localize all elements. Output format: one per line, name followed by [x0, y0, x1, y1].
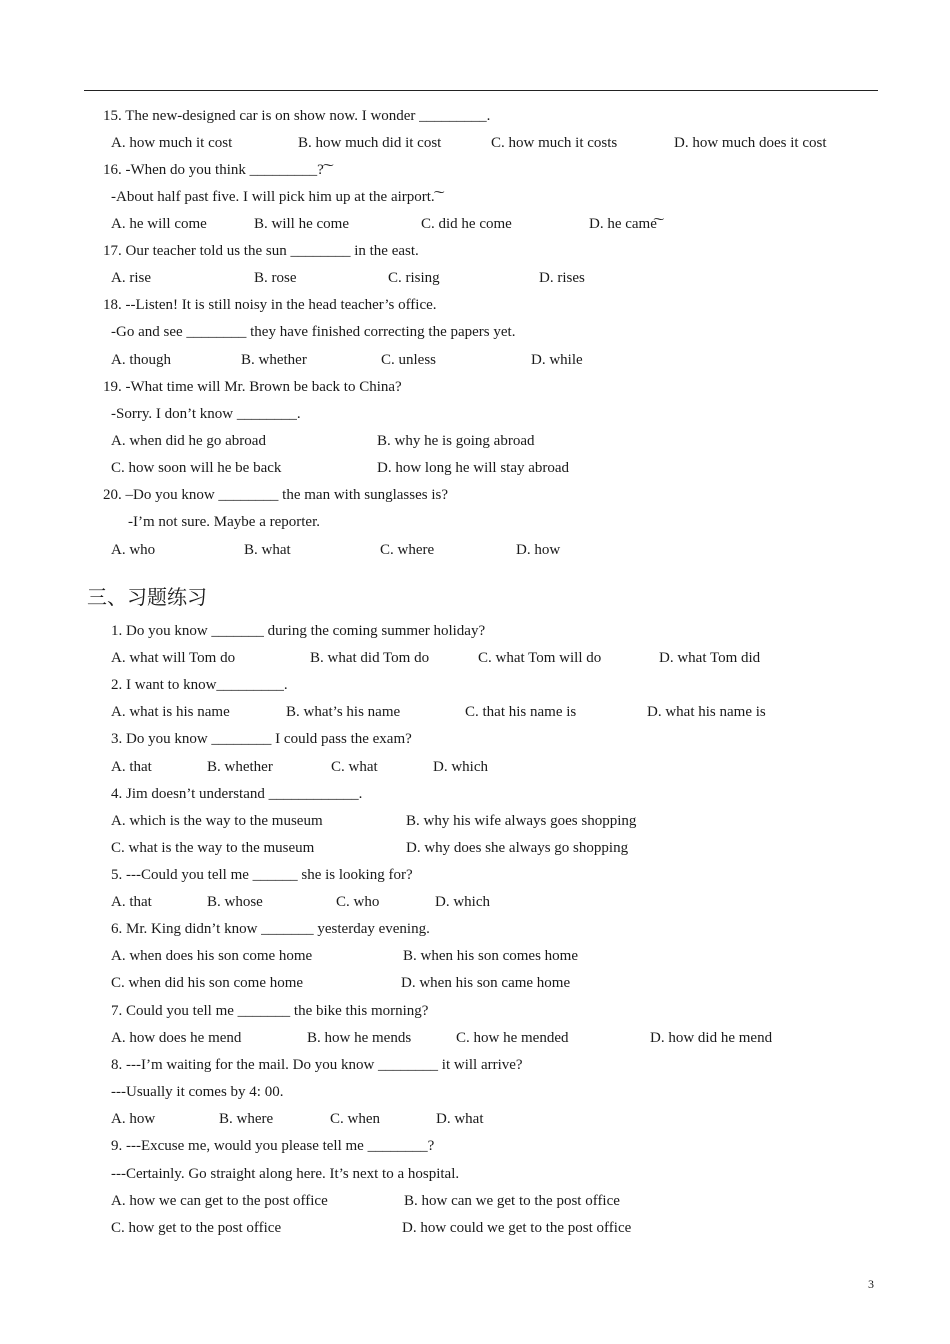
question-19-option-b: B. why he is going abroad: [377, 433, 535, 449]
header-rule: [84, 90, 878, 91]
exercise-4-stem: 4. Jim doesn’t understand ____________.: [111, 786, 363, 802]
exercise-5-option-c: C. who: [336, 894, 380, 910]
exercise-3-option-d: D. which: [433, 759, 488, 775]
question-20-option-b: B. what: [244, 542, 291, 558]
exercise-1-stem: 1. Do you know _______ during the coming summer holiday?: [111, 623, 486, 639]
page-number: 3: [868, 1277, 874, 1291]
exercise-1-option-b: B. what did Tom do: [310, 650, 430, 666]
exercise-2-option-c: C. that his name is: [465, 704, 577, 720]
question-18-option-d: D. while: [531, 352, 583, 368]
exercise-6-option-b: B. when his son comes home: [403, 948, 578, 964]
question-17-option-d: D. rises: [539, 270, 585, 286]
question-19-option-d: D. how long he will stay abroad: [377, 460, 570, 476]
question-15-option-a: A. how much it cost: [111, 135, 233, 151]
exercise-2-option-d: D. what his name is: [647, 704, 766, 720]
exercise-6-stem: 6. Mr. King didn’t know _______ yesterday evening.: [111, 921, 430, 937]
question-18-reply: -Go and see ________ they have finished correcting the papers yet.: [111, 324, 516, 340]
exercise-3-option-a: A. that: [111, 759, 152, 775]
question-19-reply: -Sorry. I don’t know ________.: [111, 406, 301, 422]
exercise-4-option-b: B. why his wife always goes shopping: [406, 813, 637, 829]
exercise-5-option-a: A. that: [111, 894, 152, 910]
question-17-option-a: A. rise: [111, 270, 151, 286]
exercise-7-option-a: A. how does he mend: [111, 1030, 242, 1046]
question-18-option-a: A. though: [111, 352, 171, 368]
exercise-7-stem: 7. Could you tell me _______ the bike this morning?: [111, 1003, 429, 1019]
exercise-1-option-a: A. what will Tom do: [111, 650, 236, 666]
question-16-reply: -About half past five. I will pick him up at the airport.͠: [111, 189, 435, 205]
question-19-stem: 19. -What time will Mr. Brown be back to China?: [103, 379, 402, 395]
exercise-8-option-c: C. when: [330, 1111, 380, 1127]
exercise-5-option-b: B. whose: [207, 894, 263, 910]
exercise-1-option-d: D. what Tom did: [659, 650, 761, 666]
question-17-stem: 17. Our teacher told us the sun ________ in the east.: [103, 243, 419, 259]
question-20-option-d: D. how: [516, 542, 561, 558]
exercise-3-option-c: C. what: [331, 759, 378, 775]
question-18-option-c: C. unless: [381, 352, 437, 368]
question-15-option-b: B. how much did it cost: [298, 135, 442, 151]
exercise-5-option-d: D. which: [435, 894, 490, 910]
exercise-7-option-b: B. how he mends: [307, 1030, 412, 1046]
question-19-option-c: C. how soon will he be back: [111, 460, 282, 476]
exercise-9-option-b: B. how can we get to the post office: [404, 1193, 620, 1209]
exercise-9-option-a: A. how we can get to the post office: [111, 1193, 328, 1209]
question-16-option-a: A. he will come: [111, 216, 207, 232]
exercise-8-stem: 8. ---I’m waiting for the mail. Do you know ________ it will arrive?: [111, 1057, 523, 1073]
exercise-9-option-d: D. how could we get to the post office: [402, 1220, 632, 1236]
question-15-option-d: D. how much does it cost: [674, 135, 827, 151]
question-15-stem: 15. The new-designed car is on show now. I wonder _________.: [103, 108, 491, 124]
exercise-8-option-a: A. how: [111, 1111, 156, 1127]
question-20-option-a: A. who: [111, 542, 156, 558]
question-16-option-d: D. he came͠: [589, 216, 657, 232]
exercise-2-stem: 2. I want to know_________.: [111, 677, 288, 693]
exercise-7-option-d: D. how did he mend: [650, 1030, 773, 1046]
exercise-9-option-c: C. how get to the post office: [111, 1220, 282, 1236]
exercise-3-stem: 3. Do you know ________ I could pass the exam?: [111, 731, 412, 747]
exercise-4-option-c: C. what is the way to the museum: [111, 840, 315, 856]
question-17-option-b: B. rose: [254, 270, 297, 286]
question-18-stem: 18. --Listen! It is still noisy in the head teacher’s office.: [103, 297, 437, 313]
exercise-2-option-a: A. what is his name: [111, 704, 230, 720]
question-18-option-b: B. whether: [241, 352, 307, 368]
exercise-4-option-a: A. which is the way to the museum: [111, 813, 323, 829]
section-heading: 三、习题练习: [87, 585, 207, 609]
exercise-9-reply: ---Certainly. Go straight along here. It’s next to a hospital.: [111, 1166, 460, 1182]
exercise-1-option-c: C. what Tom will do: [478, 650, 602, 666]
exercise-6-option-a: A. when does his son come home: [111, 948, 313, 964]
question-16-option-b: B. will he come: [254, 216, 349, 232]
question-17-option-c: C. rising: [388, 270, 440, 286]
exercise-2-option-b: B. what’s his name: [286, 704, 401, 720]
exercise-8-option-b: B. where: [219, 1111, 274, 1127]
question-19-option-a: A. when did he go abroad: [111, 433, 266, 449]
question-20-option-c: C. where: [380, 542, 435, 558]
exercise-8-option-d: D. what: [436, 1111, 484, 1127]
exercise-6-option-c: C. when did his son come home: [111, 975, 304, 991]
exercise-3-option-b: B. whether: [207, 759, 273, 775]
exercise-4-option-d: D. why does she always go shopping: [406, 840, 629, 856]
exercise-6-option-d: D. when his son came home: [401, 975, 571, 991]
question-15-option-c: C. how much it costs: [491, 135, 618, 151]
exercise-5-stem: 5. ---Could you tell me ______ she is looking for?: [111, 867, 413, 883]
question-16-option-c: C. did he come: [421, 216, 512, 232]
question-20-stem: 20. –Do you know ________ the man with sunglasses is?: [103, 487, 448, 503]
question-20-reply: -I’m not sure. Maybe a reporter.: [128, 514, 321, 530]
question-16-stem: 16. -When do you think _________?͠: [103, 162, 324, 178]
exercise-9-stem: 9. ---Excuse me, would you please tell me ________?: [111, 1138, 435, 1154]
exercise-8-reply: ---Usually it comes by 4: 00.: [111, 1084, 284, 1100]
exercise-7-option-c: C. how he mended: [456, 1030, 569, 1046]
